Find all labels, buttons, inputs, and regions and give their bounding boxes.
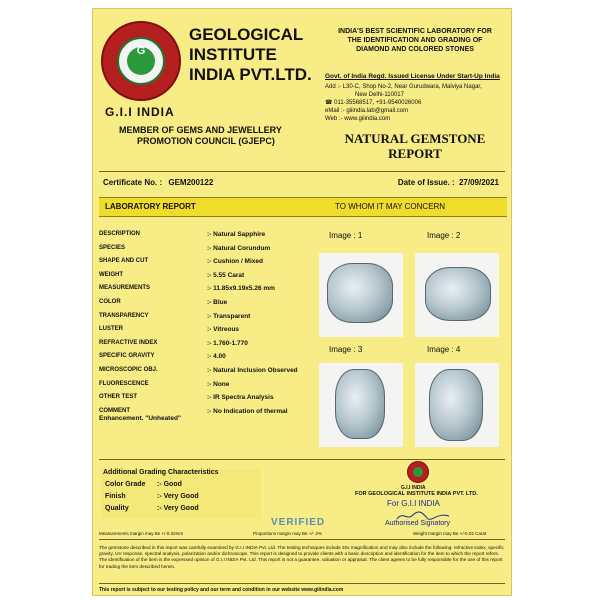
address-line2: New Delhi-110017	[355, 92, 404, 98]
email-line[interactable]: eMail :- giiindia.lab@gmail.com	[325, 108, 409, 114]
comment-continuation: Enhancement. "Unheated"	[99, 415, 182, 422]
report-title-line2: REPORT	[388, 146, 442, 161]
grade-value: :- Good	[157, 481, 182, 488]
property-key: SPECIES	[99, 244, 126, 251]
property-key: COMMENT	[99, 407, 130, 414]
lab-report-bar	[99, 197, 507, 217]
for-gii-stamp: For G.I.I INDIA	[387, 499, 440, 508]
property-value: :- 5.55 Carat	[207, 271, 245, 279]
property-key: FLUORESCENCE	[99, 380, 149, 387]
property-row	[97, 270, 319, 284]
certificate-number-label: Certificate No. :	[103, 178, 163, 187]
brand-name: G.I.I INDIA	[105, 105, 175, 119]
image-label-1: Image : 1	[329, 231, 363, 240]
gem-photo-1	[319, 253, 403, 337]
property-row	[97, 338, 319, 352]
property-value: :- 11.85x9.19x5.26 mm	[207, 285, 275, 293]
measurement-tolerance: Measurements margin may Be +/-0.02mm	[99, 531, 184, 536]
company-name-line1: GEOLOGICAL	[189, 25, 304, 44]
tagline-line1: INDIA'S BEST SCIENTIFIC LABORATORY FOR	[338, 28, 492, 35]
report-title	[325, 131, 505, 161]
tagline	[325, 27, 505, 54]
property-key: DESCRIPTION	[99, 231, 141, 237]
property-value: :- Natural Inclusion Observed	[207, 366, 298, 374]
gem-image	[425, 267, 491, 321]
additional-grading	[101, 469, 261, 519]
property-row	[97, 324, 319, 338]
membership-note	[107, 125, 307, 147]
certificate-number	[103, 178, 213, 187]
divider	[99, 459, 505, 460]
grade-value: :- Very Good	[157, 493, 199, 500]
certificate-number-value: GEM200122	[168, 178, 214, 187]
property-key: TRANSPARENCY	[99, 312, 149, 319]
address-line1: Add :- L30-C, Shop No-2, Near Gurudwara, Malviya Nagar,	[325, 84, 482, 90]
property-value: :- Vitreous	[207, 326, 240, 334]
property-value: :- No Indication of thermal	[207, 407, 288, 415]
properties-table	[97, 229, 319, 419]
property-key: MICROSCOPIC OBJ.	[99, 366, 158, 373]
report-title-line1: NATURAL GEMSTONE	[344, 131, 486, 146]
grade-label: Color Grade	[105, 481, 146, 488]
disclaimer-text: The gemstone described in this report was carefully examined by G.I.I INDIA Pvt. Ltd. The testing techniques include 20x magnification and may also include the following: refractive index, specific gravity, UV response, spectral analysis, polarization and/or dichroscope. This report is designed to provide clients with a basic description and identification for the item to which the report refers. The identification of the item is the expressed opinion of G.I.I INDIA Pvt. Ltd. This report is not a guarantee, valuation or appraisal. The client agrees to be fully responsible for the use of this report for trading the item described herein.	[99, 545, 504, 569]
grading-title: Additional Grading Characteristics	[103, 469, 219, 476]
authorised-signatory: Authorised Signatory	[385, 520, 450, 527]
logo-inner-ring	[117, 37, 165, 85]
divider	[99, 583, 505, 584]
gem-photo-2	[415, 253, 499, 337]
property-row	[97, 351, 319, 365]
concern-label: TO WHOM IT MAY CONCERN	[335, 202, 446, 211]
property-value: :- Natural Sapphire	[207, 231, 266, 238]
property-row	[97, 392, 319, 406]
web-line[interactable]: Web :- www.giiindia.com	[325, 116, 391, 122]
property-key: OTHER TEST	[99, 394, 138, 401]
gem-image	[327, 263, 393, 323]
divider	[99, 171, 505, 172]
property-value: :- 1.760-1.770	[207, 339, 248, 347]
property-value: :- Cushion / Mixed	[207, 258, 263, 266]
seal-brand: G.I.I INDIA	[401, 485, 426, 491]
issue-date-label: Date of Issue. :	[397, 178, 455, 187]
issue-date-value: 27/09/2021	[458, 178, 499, 187]
company-name-line3: INDIA PVT.LTD.	[189, 65, 312, 84]
grade-value: :- Very Good	[157, 505, 199, 512]
property-value: :- Blue	[207, 298, 228, 306]
address-block	[325, 83, 505, 123]
license-note: Govt. of India Regd. Issued License Under Start-Up India	[325, 73, 500, 80]
grade-label: Finish	[105, 493, 126, 500]
member-line2: PROMOTION COUNCIL (GJEPC)	[137, 136, 275, 146]
phone-line: ☎ 011-35568517, +91-9540026006	[325, 100, 422, 106]
property-key: MEASUREMENTS	[99, 285, 151, 292]
property-row	[97, 297, 319, 311]
member-line1: MEMBER OF GEMS AND JEWELLERY	[119, 125, 282, 135]
image-label-4: Image : 4	[427, 345, 461, 354]
grade-row	[105, 493, 199, 500]
gem-image	[335, 369, 385, 439]
weight-tolerance: Weight margin may Be +/-0.02 Carat	[413, 531, 487, 536]
property-key: COLOR	[99, 298, 121, 305]
company-name-line2: INSTITUTE	[189, 45, 277, 64]
property-value: :- Natural Corundum	[207, 244, 271, 252]
tagline-line2: THE IDENTIFICATION AND GRADING OF	[347, 37, 483, 44]
tagline-line3: DIAMOND AND COLORED STONES	[356, 46, 474, 53]
proportion-tolerance: Proportions margin may Be +/- 2%	[253, 531, 322, 536]
for-company-label: FOR GEOLOGICAL INSTITUTE INDIA PVT. LTD.	[355, 491, 478, 497]
footer-note: This report is subject to our testing policy and our term and condition in our website www.giiindia.com	[99, 587, 344, 593]
verified-stamp: VERIFIED	[271, 517, 326, 528]
property-row	[97, 229, 319, 243]
property-key: SHAPE AND CUT	[99, 258, 149, 265]
property-row	[97, 311, 319, 325]
property-value: :- Transparent	[207, 312, 251, 320]
issue-date	[398, 178, 499, 187]
property-value: :- None	[207, 380, 230, 388]
property-key: SPECIFIC GRAVITY	[99, 353, 155, 360]
image-label-2: Image : 2	[427, 231, 461, 240]
property-row	[97, 283, 319, 297]
property-value: :- 4.00	[207, 353, 226, 361]
grade-label: Quality	[105, 505, 129, 512]
property-key: REFRACTIVE INDEX	[99, 339, 158, 346]
gem-image	[429, 369, 483, 441]
property-value: :- IR Spectra Analysis	[207, 394, 274, 402]
gem-photo-3	[319, 363, 403, 447]
image-label-3: Image : 3	[329, 345, 363, 354]
phone: 011-35568517, +91-9540026006	[334, 100, 422, 106]
lab-report-label: LABORATORY REPORT	[105, 202, 196, 211]
property-row	[97, 365, 319, 379]
seal-icon	[407, 461, 429, 483]
property-row	[97, 379, 319, 393]
property-row	[97, 243, 319, 257]
company-name	[189, 25, 319, 85]
grade-row	[105, 481, 182, 488]
logo-letter: G	[136, 45, 146, 57]
certificate-page	[92, 8, 512, 596]
property-row	[97, 256, 319, 270]
institute-logo	[101, 21, 181, 101]
grade-row	[105, 505, 199, 512]
divider	[99, 539, 505, 540]
seal-globe	[413, 467, 423, 477]
gem-photo-4	[415, 363, 499, 447]
property-key: WEIGHT	[99, 271, 123, 278]
property-key: LUSTER	[99, 326, 123, 333]
